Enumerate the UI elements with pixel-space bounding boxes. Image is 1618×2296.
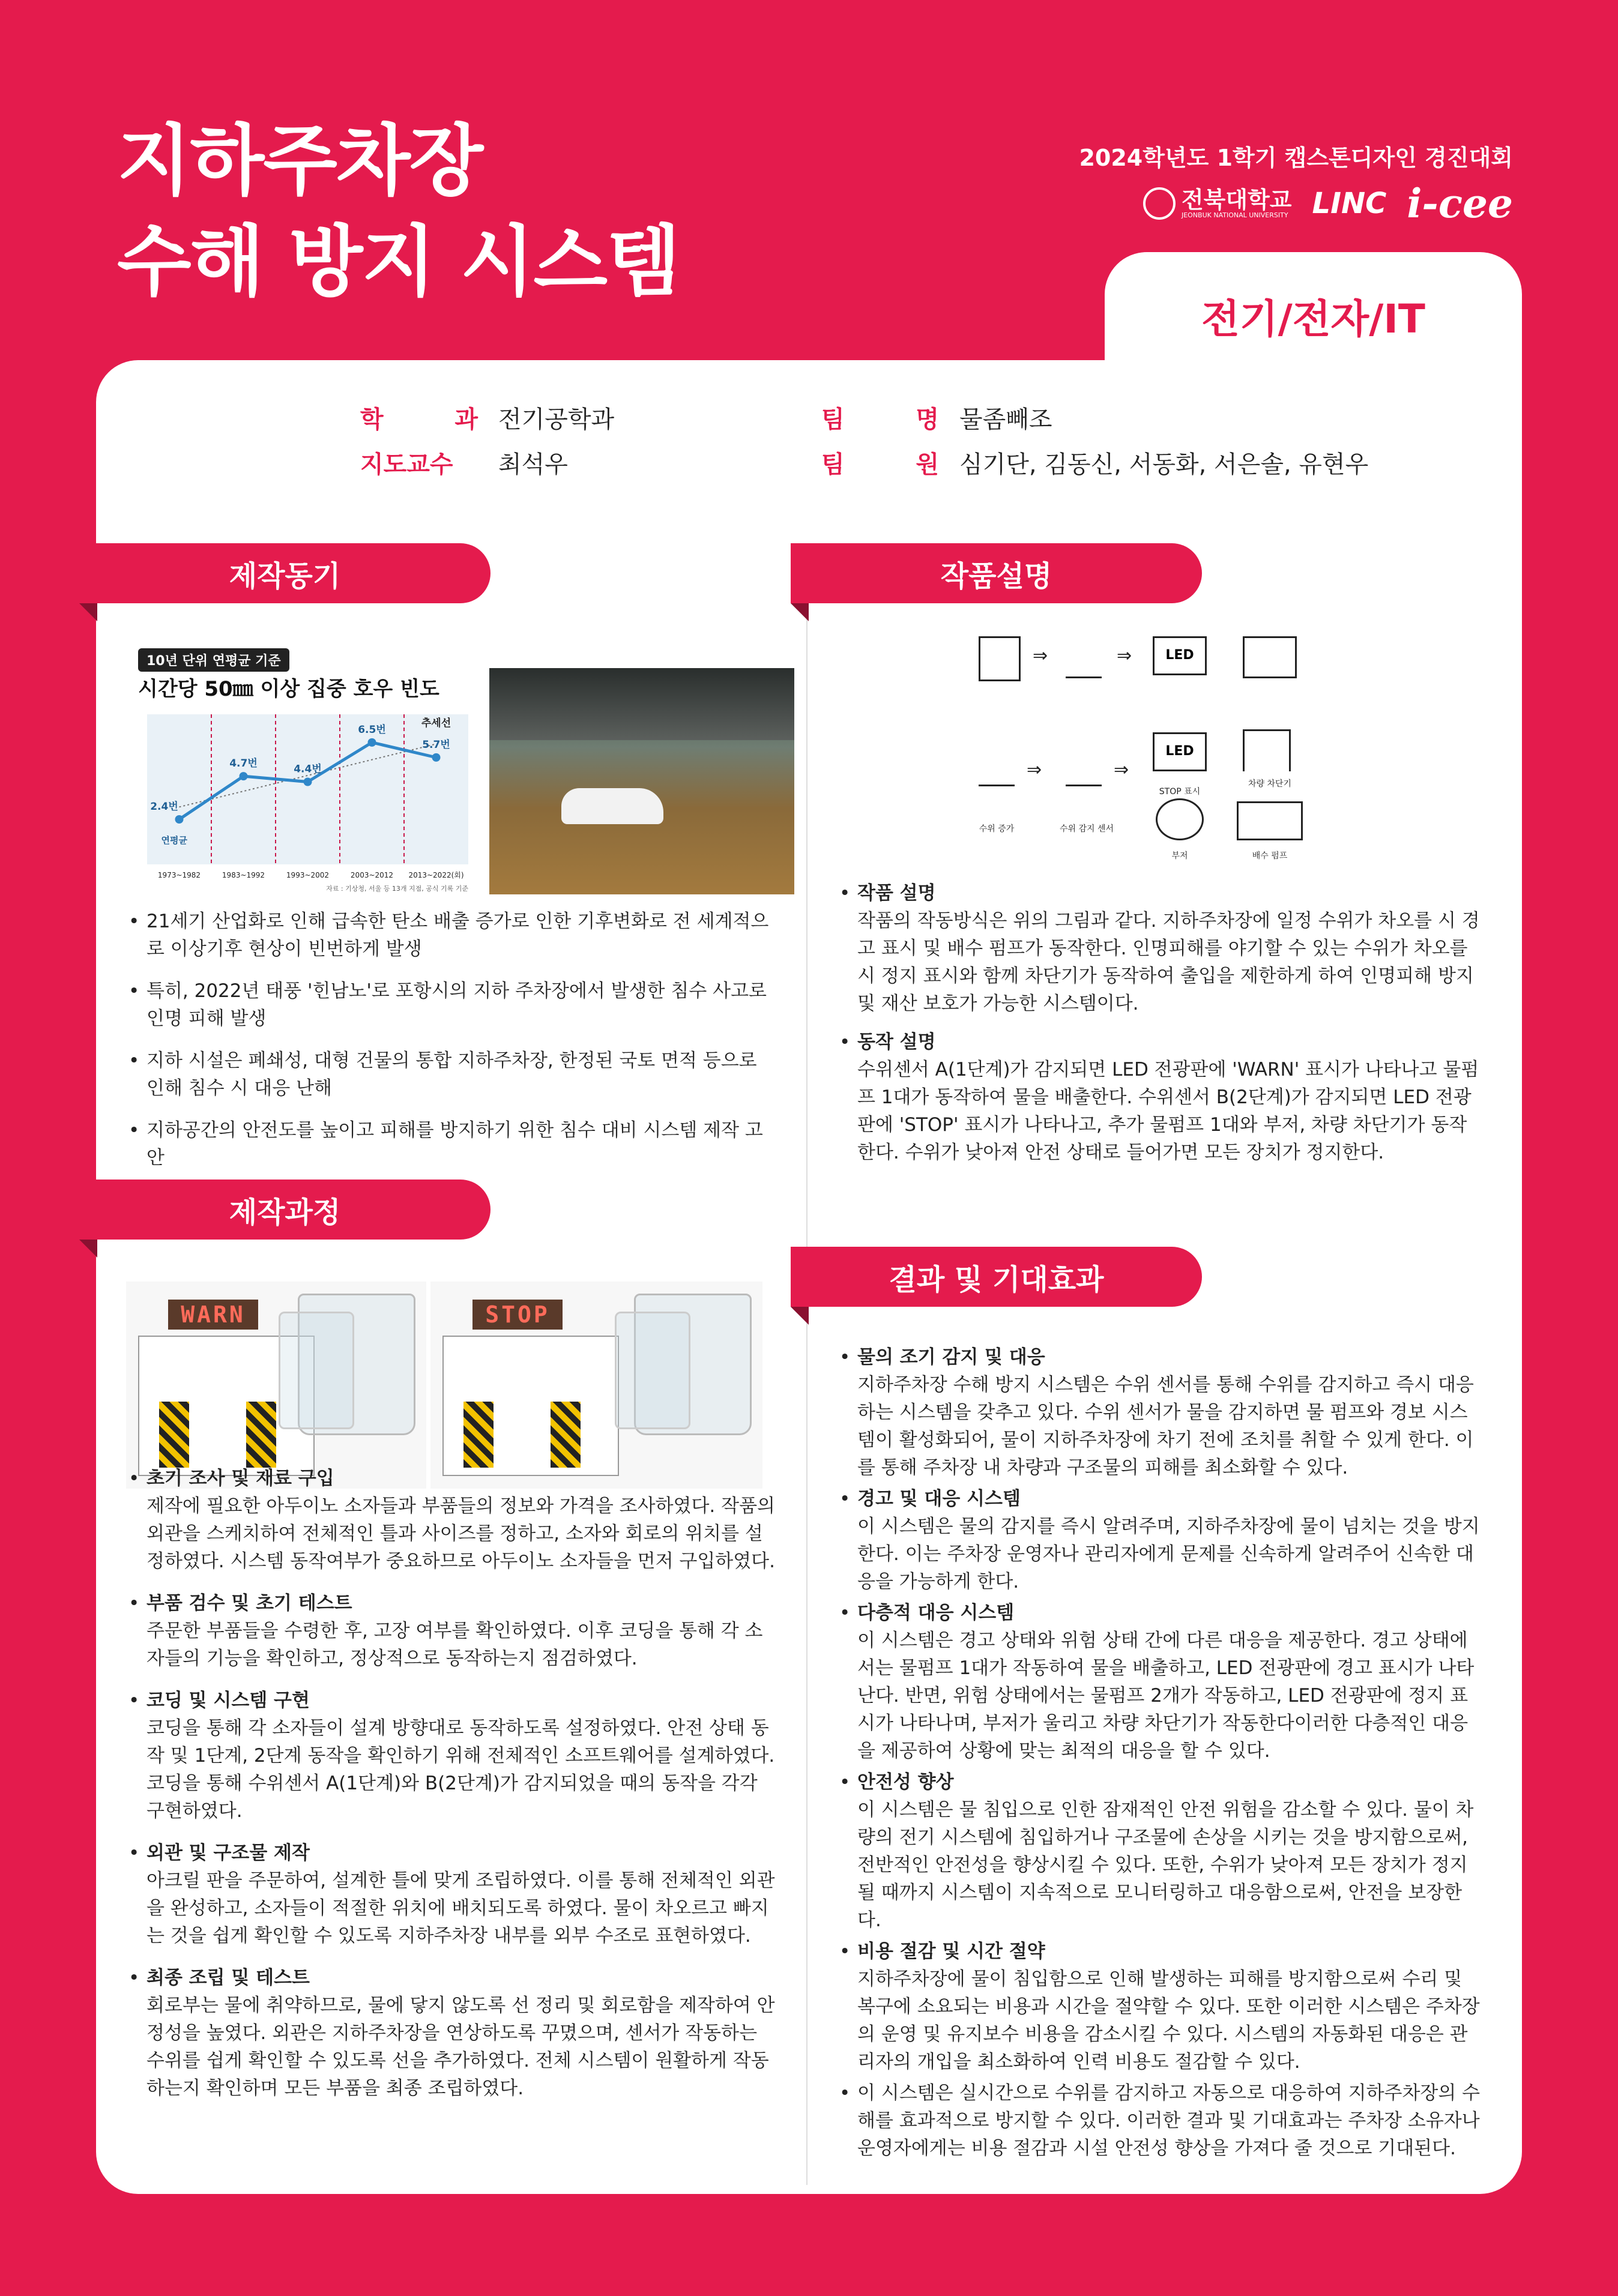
jbnu-logo xyxy=(1143,187,1292,220)
chart-trend-label: 추세선 xyxy=(421,717,451,729)
description-text: 작품의 작동방식은 위의 그림과 같다. 지하주차장에 일정 수위가 차오를 시 경고 표시 및 배수 펌프가 동작한다. 인명피해를 야기할 수 있는 수위가 차오를 시 정지 표시와 함께 차단기가 동작하여 출입을 제한하게 하여 인명피해 방지 및 재산 보호가 가능한 시스템이다. xyxy=(857,910,1480,1014)
title-line-2: 수해 방지 시스템 xyxy=(117,217,680,307)
result-item xyxy=(836,1343,1484,1481)
led-screen-stop: STOP xyxy=(472,1300,563,1330)
members-value: 심기단, 김동신, 서동화, 서은솔, 유현우 xyxy=(959,451,1369,478)
process-list xyxy=(125,1465,779,2117)
barrier-icon xyxy=(1243,729,1291,771)
process-item xyxy=(125,1687,779,1825)
chart-title: 시간당 50㎜ 이상 집중 호우 빈도 xyxy=(138,677,439,701)
section-results: 결과 및 기대효과 xyxy=(791,1247,1202,1307)
arrow-icon: ⇒ xyxy=(1117,645,1132,666)
description-list xyxy=(836,879,1484,1170)
chart-tick-label: 1973~1982 xyxy=(157,871,201,879)
advisor-label: 지도교수 xyxy=(360,451,453,478)
diagram-label: STOP 표시 xyxy=(1159,787,1201,797)
result-heading: 안전성 향상 xyxy=(857,1771,954,1793)
process-heading: 코딩 및 시스템 구현 xyxy=(146,1690,310,1711)
motivation-item: • 지하공간의 안전도를 높이고 피해를 방지하기 위한 침수 대비 시스템 제작 고안 xyxy=(125,1116,776,1172)
title-line-1: 지하주차장 xyxy=(117,116,483,206)
flood-photo-car xyxy=(561,788,663,824)
diagram-label: 배수 펌프 xyxy=(1252,851,1288,861)
category-label: 전기/전자/IT xyxy=(1201,296,1425,342)
process-text: 제작에 필요한 아두이노 소자들과 부품들의 정보와 가격을 조사하였다. 작품의 외관을 스케치하여 전체적인 틀과 사이즈를 정하고, 소자와 회로의 위치를 설정하였다. 시스템 동작여부가 중요하므로 아두이노 소자들을 먼저 구입하였다. xyxy=(146,1495,775,1572)
model-water-tank xyxy=(615,1312,690,1429)
rainfall-chart-svg xyxy=(138,648,477,894)
result-heading: 다층적 대응 시스템 xyxy=(857,1602,1015,1624)
process-heading: 최종 조립 및 테스트 xyxy=(146,1967,310,1989)
icee-logo: i-cee xyxy=(1407,180,1513,227)
model-stripe xyxy=(463,1402,494,1468)
model-water-tank xyxy=(279,1312,354,1429)
process-text: 회로부는 물에 취약하므로, 물에 닿지 않도록 선 정리 및 회로함을 제작하여 안정성을 높였다. 외관은 지하주차장을 연상하도록 꾸몄으며, 센서가 작동하는 수위를 쉽게 확인할 수 있도록 선을 추가하였다. 전체 시스템이 원활하게 작동하는지 확인하며 모든 부품을 최종 조립하였다. xyxy=(146,1995,775,2099)
sensor-icon xyxy=(1066,750,1102,786)
diagram-label: 수위 감지 센서 xyxy=(1059,824,1114,834)
university-seal-icon xyxy=(1143,187,1176,220)
members-row xyxy=(821,445,1368,480)
result-closing xyxy=(836,2079,1484,2162)
process-text: 주문한 부품들을 수령한 후, 고장 여부를 확인하였다. 이후 코딩을 통해 각 소자들의 기능을 확인하고, 정상적으로 동작하는지 점검하였다. xyxy=(146,1620,763,1669)
chart-point xyxy=(240,772,248,780)
operation-diagram xyxy=(961,630,1321,870)
description-heading: 동작 설명 xyxy=(857,1031,936,1053)
team-value: 물좀빼조 xyxy=(959,406,1052,433)
pump-icon xyxy=(1243,636,1297,678)
chart-avg-label: 연평균 xyxy=(161,835,187,846)
result-heading: 비용 절감 및 시간 절약 xyxy=(857,1941,1045,1962)
stop-board-icon: LED xyxy=(1153,732,1207,771)
model-stripe xyxy=(246,1402,276,1468)
contest-name: 2024학년도 1학기 캡스톤디자인 경진대회 xyxy=(1079,145,1513,171)
diagram-label: 부저 xyxy=(1171,851,1188,861)
buzzer-icon xyxy=(1156,798,1204,840)
result-text: 지하주차장에 물이 침입함으로 인해 발생하는 피해를 방지함으로써 수리 및 복구에 소요되는 비용과 시간을 절약할 수 있다. 또한 이러한 시스템은 주차장의 운영 및 유지보수 비용을 감소시킬 수 있다. 시스템의 자동화된 대응은 관리자의 개입을 최소화하여 인력 비용도 절감할 수 있다. xyxy=(857,1968,1480,2073)
linc-logo: LINC xyxy=(1312,187,1387,220)
chart-value-label: 4.7번 xyxy=(229,758,258,770)
chart-source: 자료 : 기상청, 서울 등 13개 지점, 공식 기록 기준 xyxy=(326,885,468,893)
result-item xyxy=(836,1485,1484,1595)
chart-tick-label: 1993~2002 xyxy=(286,871,330,879)
logo-row xyxy=(1143,180,1513,227)
result-item xyxy=(836,1938,1484,2076)
model-stripe xyxy=(551,1402,581,1468)
process-text: 아크릴 판을 주문하여, 설계한 틀에 맞게 조립하였다. 이를 통해 전체적인 외관을 완성하고, 소자들이 적절한 위치에 배치되도록 하였다. 물이 차오르고 빠지는 것을 쉽게 확인할 수 있도록 지하주차장 내부를 외부 수조로 표현하였다. xyxy=(146,1870,775,1947)
process-item xyxy=(125,1589,779,1672)
result-text: 이 시스템은 물의 감지를 즉시 알려주며, 지하주차장에 물이 넘치는 것을 방지한다. 이는 주차장 운영자나 관리자에게 문제를 신속하게 알려주어 신속한 대응을 가능하게 한다. xyxy=(857,1516,1480,1592)
result-item xyxy=(836,1768,1484,1934)
results-list xyxy=(836,1343,1484,2166)
arrow-icon: ⇒ xyxy=(1033,645,1048,666)
chart-tag: 10년 단위 연평균 기준 xyxy=(138,648,289,672)
description-heading: 작품 설명 xyxy=(857,882,936,904)
diagram-label: 차량 차단기 xyxy=(1248,779,1292,789)
process-heading: 부품 검수 및 초기 테스트 xyxy=(146,1592,352,1614)
drain-pump-icon xyxy=(1237,801,1303,840)
led-screen-warn: WARN xyxy=(168,1300,258,1330)
result-closing-text: • 이 시스템은 실시간으로 수위를 감지하고 자동으로 대응하여 지하주차장의 수해를 효과적으로 방지할 수 있다. 이러한 결과 및 기대효과는 주차장 소유자나 운영자에게는 비용 절감과 시설 안전성 향상을 가져다 줄 것으로 기대된다. xyxy=(857,2082,1481,2159)
chart-point xyxy=(432,753,441,762)
water-level-icon xyxy=(979,750,1015,786)
members-label: 팀 원 xyxy=(821,451,939,478)
description-item xyxy=(836,1028,1484,1166)
model-photo-stop xyxy=(430,1282,762,1489)
motivation-item: • 특히, 2022년 태풍 '힌남노'로 포항시의 지하 주차장에서 발생한 침수 사고로 인명 피해 발생 xyxy=(125,977,776,1032)
department-label: 학 과 xyxy=(360,406,478,433)
chart-tick-label: 1983~1992 xyxy=(222,871,265,879)
team-label: 팀 명 xyxy=(821,406,939,433)
motivation-item: • 21세기 산업화로 인해 급속한 탄소 배출 증가로 인한 기후변화로 전 세계적으로 이상기후 현상이 빈번하게 발생 xyxy=(125,908,776,963)
chart-tick-label: 2003~2012 xyxy=(350,871,394,879)
process-item xyxy=(125,1839,779,1950)
chart-point xyxy=(175,815,184,824)
flood-photo-roof xyxy=(489,668,794,740)
chart-value-label: 6.5번 xyxy=(358,723,386,736)
column-divider xyxy=(806,606,807,2185)
chart-value-label: 2.4번 xyxy=(150,801,178,813)
motivation-list xyxy=(125,908,776,1186)
process-heading: 초기 조사 및 재료 구입 xyxy=(146,1468,334,1489)
building-flood-icon xyxy=(979,636,1021,681)
diagram-label: 수위 증가 xyxy=(979,824,1015,834)
rainfall-chart xyxy=(138,648,477,894)
process-item xyxy=(125,1465,779,1575)
water-sensor-icon xyxy=(1066,642,1102,678)
jbnu-logo-name: 전북대학교 xyxy=(1181,187,1292,213)
chart-point xyxy=(368,738,376,747)
result-heading: 물의 조기 감지 및 대응 xyxy=(857,1346,1045,1368)
motivation-item: • 지하 시설은 폐쇄성, 대형 건물의 통합 지하주차장, 한정된 국토 면적 등으로 인해 침수 시 대응 난해 xyxy=(125,1047,776,1102)
result-text: 이 시스템은 물 침입으로 인한 잠재적인 안전 위험을 감소할 수 있다. 물이 차량의 전기 시스템에 침입하거나 구조물에 손상을 시키는 것을 방지함으로써, 전반적인 안전성을 향상시킬 수 있다. 또한, 수위가 낮아져 모든 장치가 정지될 때까지 시스템이 지속적으로 모니터링하고 대응함으로써, 안전을 보장한다. xyxy=(857,1799,1474,1931)
team-row xyxy=(821,400,1052,435)
model-stripe xyxy=(159,1402,189,1468)
department-value: 전기공학과 xyxy=(498,406,615,433)
chart-point xyxy=(304,778,312,786)
chart-value-label: 4.4번 xyxy=(294,763,322,776)
section-motivation: 제작동기 xyxy=(79,543,491,603)
result-heading: 경고 및 대응 시스템 xyxy=(857,1488,1021,1510)
poster-title xyxy=(117,111,680,313)
flood-photo xyxy=(489,668,794,894)
department-row xyxy=(360,400,614,435)
advisor-value: 최석우 xyxy=(498,451,568,478)
advisor-row xyxy=(360,445,568,480)
model-photo-warn xyxy=(126,1282,426,1489)
section-description: 작품설명 xyxy=(791,543,1202,603)
chart-tick-label: 2013~2022(회) xyxy=(408,871,464,879)
chart-plot-area xyxy=(147,714,468,864)
led-board-icon: LED xyxy=(1153,636,1207,675)
result-text: 지하주차장 수해 방지 시스템은 수위 센서를 통해 수위를 감지하고 즉시 대응하는 시스템을 갖추고 있다. 수위 센서가 물을 감지하면 물 펌프와 경보 시스템이 활성화되어, 물이 지하주차장에 차기 전에 조치를 취할 수 있게 한다. 이를 통해 주차장 내 차량과 구조물의 피해를 최소화할 수 있다. xyxy=(857,1374,1474,1478)
process-text: 코딩을 통해 각 소자들이 설계 방향대로 동작하도록 설정하였다. 안전 상태 동작 및 1단계, 2단계 동작을 확인하기 위해 전체적인 소프트웨어를 설계하였다. 코딩을 통해 수위센서 A(1단계)와 B(2단계)가 감지되었을 때의 동작을 각각 구현하였다. xyxy=(146,1717,775,1822)
jbnu-logo-english: JEONBUK NATIONAL UNIVERSITY xyxy=(1181,211,1288,219)
chart-value-label: 5.7번 xyxy=(422,738,450,751)
description-item xyxy=(836,879,1484,1017)
section-process: 제작과정 xyxy=(79,1180,491,1240)
result-text: 이 시스템은 경고 상태와 위험 상태 간에 다른 대응을 제공한다. 경고 상태에서는 물펌프 1대가 작동하여 물을 배출하고, LED 전광판에 경고 표시가 나타난다. 반면, 위험 상태에서는 물펌프 2개가 작동하고, LED 전광판에 정지 표시가 나타나며, 부저가 울리고 차량 차단기가 작동한다이러한 다층적인 대응을 제공하여 상황에 맞는 최적의 대응을 할 수 있다. xyxy=(857,1630,1475,1762)
process-item xyxy=(125,1964,779,2102)
description-text: 수위센서 A(1단계)가 감지되면 LED 전광판에 'WARN' 표시가 나타나고 물펌프 1대가 동작하여 물을 배출한다. 수위센서 B(2단계)가 감지되면 LED 전광판에 'STOP' 표시가 나타나고, 추가 물펌프 1대와 부저, 차량 차단기가 동작한다. 수위가 낮아져 안전 상태로 들어가면 모든 장치가 정지한다. xyxy=(857,1059,1479,1163)
result-item xyxy=(836,1599,1484,1765)
arrow-icon: ⇒ xyxy=(1027,759,1042,780)
arrow-icon: ⇒ xyxy=(1114,759,1129,780)
process-heading: 외관 및 구조물 제작 xyxy=(146,1842,310,1864)
